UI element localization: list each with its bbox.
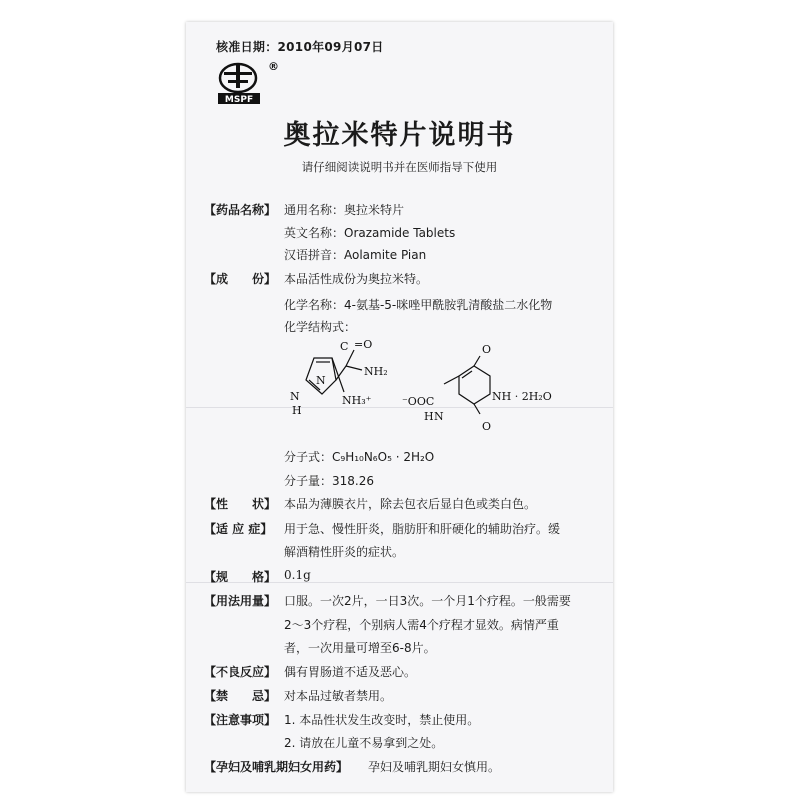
approval-date: 核准日期：2010年09月07日	[216, 40, 384, 54]
o-bottom-label: O	[482, 420, 492, 433]
structure-label: 化学结构式：	[284, 320, 357, 334]
nh2-label: NH₂	[364, 365, 388, 378]
section-label-adverse: 【不良反应】	[204, 665, 277, 679]
ooc-label: ⁻OOC	[402, 395, 435, 408]
section-label-dosage: 【用法用量】	[204, 594, 277, 608]
chemical-name: 化学名称：4-氨基-5-咪唑甲酰胺乳清酸盐二水化物	[284, 298, 553, 312]
pinyin-name: 汉语拼音：Aolamite Pian	[284, 248, 427, 262]
section-label-indication: 【适 应 症】	[204, 522, 273, 536]
subtitle: 请仔细阅读说明书并在医师指导下使用	[301, 160, 498, 174]
nh3-label: NH₃⁺	[342, 394, 372, 407]
generic-name: 通用名称：奥拉米特片	[284, 203, 405, 217]
company-logo-icon	[216, 60, 282, 106]
dosage-line-2: 2～3个疗程，个别病人需4个疗程才显效。病情严重	[284, 618, 559, 632]
svg-text:MSPF: MSPF	[224, 95, 254, 105]
o-top-label: O	[482, 343, 492, 356]
dosage-line-3: 者，一次用量可增至6-8片。	[284, 641, 436, 655]
svg-text:N: N	[290, 390, 300, 403]
section-label-drug-name: 【药品名称】	[204, 203, 277, 217]
section-label-character: 【性 状】	[204, 497, 277, 511]
ring-n-label: N	[316, 374, 326, 387]
composition-text: 本品活性成份为奥拉米特。	[284, 272, 429, 286]
precaution-item-2: 2. 请放在儿童不易拿到之处。	[284, 736, 444, 750]
nh-right-label: NH · 2H₂O	[492, 390, 552, 403]
ring-h-label: H	[292, 404, 302, 417]
english-name: 英文名称：Orazamide Tablets	[284, 226, 456, 240]
h-mid-label: H	[424, 410, 434, 423]
spec-text: 0.1g	[284, 568, 311, 582]
section-label-composition: 【成 份】	[204, 272, 277, 286]
section-label-precautions: 【注意事项】	[204, 713, 277, 727]
character-text: 本品为薄膜衣片，除去包衣后显白色或类白色。	[284, 497, 537, 511]
section-label-spec: 【规 格】	[204, 570, 277, 584]
page-title: 奥拉米特片说明书	[283, 120, 516, 151]
contraindication-text: 对本品过敏者禁用。	[284, 689, 393, 703]
svg-text:®: ®	[268, 60, 279, 73]
chemical-structure	[284, 338, 584, 438]
indication-line-2: 解酒精性肝炎的症状。	[284, 545, 405, 559]
n-mid-label: N	[434, 410, 444, 423]
dosage-line-1: 口服。一次2片，一日3次。一个月1个疗程。一般需要	[284, 594, 571, 608]
molecular-formula: 分子式：C₉H₁₀N₆O₅ · 2H₂O	[284, 450, 435, 464]
section-label-contraindication: 【禁 忌】	[204, 689, 277, 703]
svg-text:=O: =O	[354, 338, 373, 351]
indication-line-1: 用于急、慢性肝炎，脂肪肝和肝硬化的辅助治疗。缓	[284, 522, 561, 536]
svg-text:C: C	[340, 340, 349, 353]
pregnancy-text: 孕妇及哺乳期妇女慎用。	[368, 760, 501, 774]
section-label-pregnancy: 【孕妇及哺乳期妇女用药】	[204, 760, 349, 774]
precaution-item-1: 1. 本品性状发生改变时，禁止使用。	[284, 713, 480, 727]
adverse-text: 偶有胃肠道不适及恶心。	[284, 665, 417, 679]
molecular-weight: 分子量：318.26	[284, 474, 374, 488]
